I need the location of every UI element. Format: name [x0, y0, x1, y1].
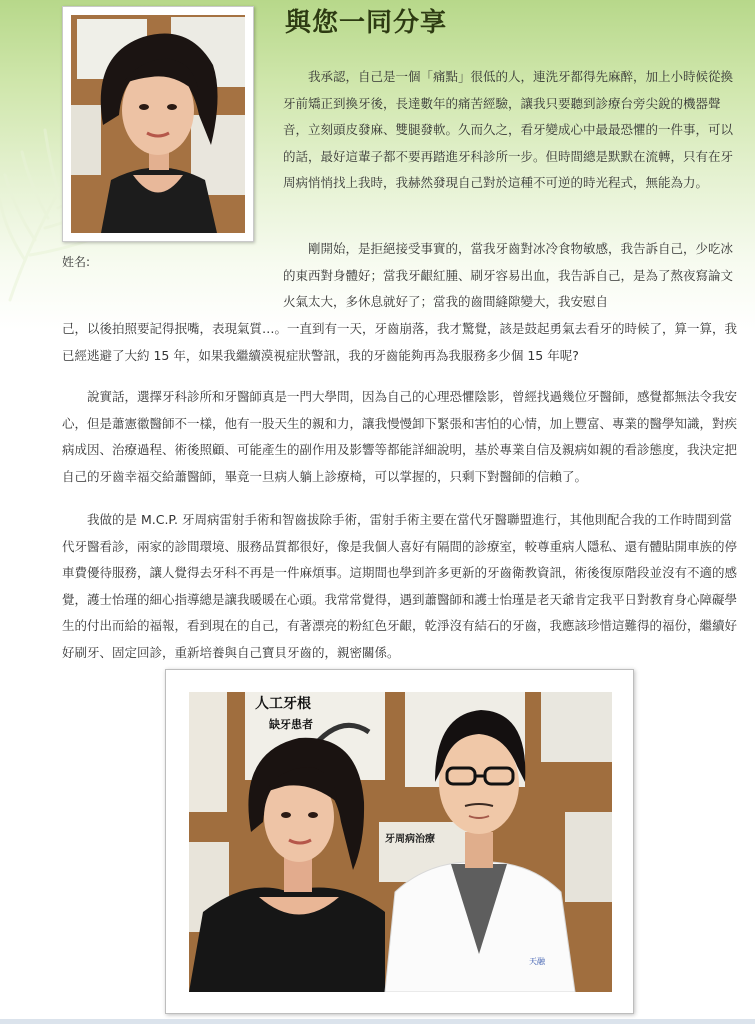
paragraph-denial: 剛開始，是拒絕接受事實的，當我牙齒對冰冷食物敏感，我告訴自己，少吃冰的東西對身體好；當我牙齦紅腫、刷牙容易出血，我告訴自己，是為了熬夜寫論文火氣太大，多休息就好了；當我的齒間縫隙變大，我安慰自	[283, 241, 734, 309]
paragraph-denial-continued: 己，以後拍照要記得抿嘴，表現氣質…。一直到有一天，牙齒崩落，我才驚覺，該是鼓起勇氣去看牙的時候了，算一算，我已經逃避了大約 15 年，如果我繼續漠視症狀警訊，我的牙齒能夠再為我服務多少個 15 年呢?	[62, 321, 738, 363]
group-photo	[189, 692, 612, 992]
poster-a-subtitle: 缺牙患者	[269, 718, 313, 731]
paragraph-treatment: 我做的是 M.C.P. 牙周病雷射手術和智齒拔除手術，雷射手術主要在當代牙醫聯盟進行，其他則配合我的工作時間到當代牙醫看診，兩家的診間環境、服務品質都很好，像是我個人喜好有隔間的診療室，較尊重病人隱私、還有體貼開車族的停車費優待服務，讓人覺得去牙科不再是一件麻煩事。這期間也學到許多更新的牙齒衛教資訊，術後復原階段並沒有不適的感覺，護士怡瑾的細心指導總是讓我暖暖在心頭。我常常覺得，遇到蕭醫師和護士怡瑾是老天爺肯定我平日對教育身心障礙學生的付出而給的福報，看到現在的自己，有著漂亮的粉紅色牙齦，乾淨沒有結石的牙齒，我應該珍惜這難得的福份，繼續好好刷牙、固定回診，重新培養與自己寶貝牙齒的，親密關係。	[62, 512, 738, 660]
group-photo-illustration	[189, 692, 612, 992]
poster-b-title: 牙周病治療	[385, 834, 435, 845]
name-label: 姓名:	[62, 255, 91, 269]
page-bottom-border	[0, 1019, 755, 1024]
paragraph-choosing-dentist: 說實話，選擇牙科診所和牙醫師真是一門大學問，因為自己的心理恐懼陰影，曾經找過幾位牙醫師，感覺都無法令我安心，但是蕭憲徽醫師不一樣，他有一股天生的親和力，讓我慢慢卸下緊張和害怕的心情，加上豐富、專業的醫學知識，對疾病成因、治療過程、術後照顧、可能產生的副作用及影響等都能詳細說明，基於專業自信及親病如親的看診態度，我決定把自己的牙齒幸福交給蕭醫師，畢竟一旦病人躺上診療椅，可以掌握的，只剩下對醫師的信賴了。	[62, 389, 738, 484]
page-title: 與您一同分享	[285, 8, 448, 38]
coat-logo-text: 天融	[529, 957, 545, 966]
paragraph-intro: 我承認，自己是一個「痛點」很低的人，連洗牙都得先麻醉，加上小時候從換牙前矯正到換牙後，長達數年的痛苦經驗，讓我只要聽到診療台旁尖銳的機器聲音，立刻頭皮發麻、雙腿發軟。久而久之，看牙變成心中最最恐懼的一件事，可以的話，最好這輩子都不要再踏進牙科診所一步。但時間總是默默在流轉，只有在牙周病悄悄找上我時，我赫然發現自己對於這種不可逆的時光程式，無能為力。	[283, 69, 734, 190]
portrait-photo	[71, 15, 245, 233]
portrait-illustration	[71, 15, 245, 233]
portrait-photo-frame	[62, 6, 254, 242]
poster-a-title: 人工牙根	[255, 696, 311, 712]
group-photo-frame	[165, 669, 634, 1014]
